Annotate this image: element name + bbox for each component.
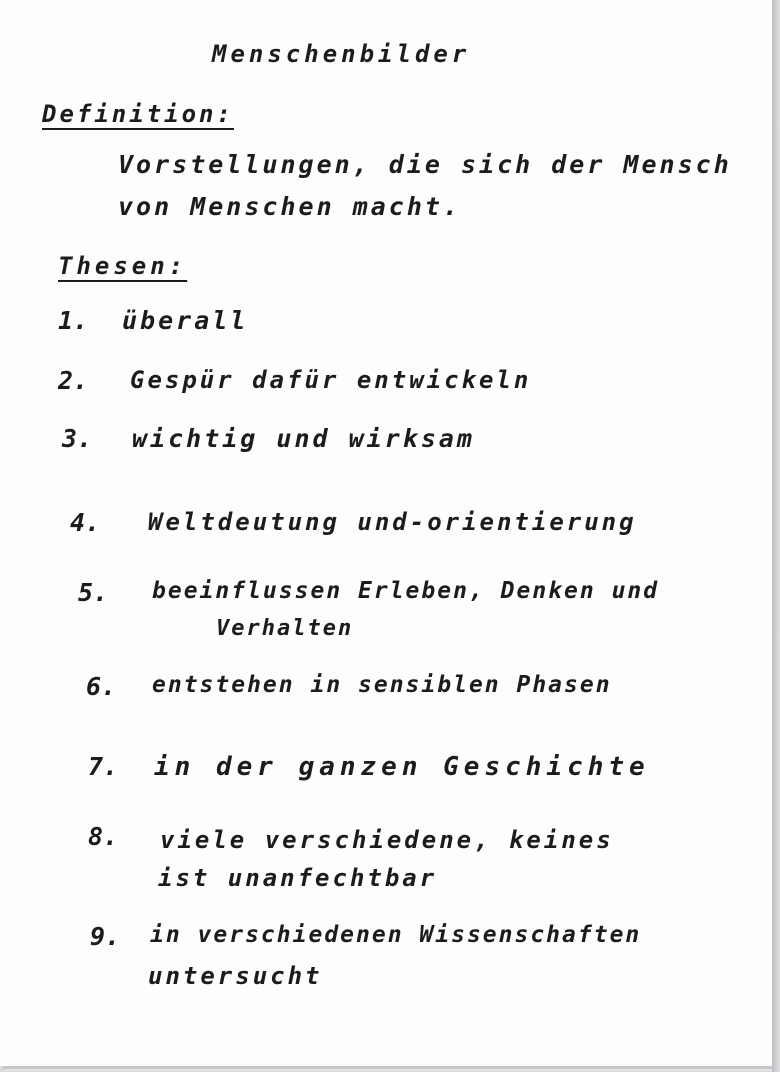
thesis-number: 7. (88, 752, 119, 781)
thesis-text: Gespür dafür entwickeln (130, 366, 532, 394)
definition-line: Vorstellungen, die sich der Mensch (118, 150, 732, 179)
thesis-text: beeinflussen Erleben, Denken und (152, 578, 660, 604)
thesis-number: 4. (70, 508, 101, 537)
definition-line: von Menschen macht. (118, 192, 461, 221)
thesis-text: Verhalten (216, 616, 354, 641)
definition-heading: Definition: (42, 100, 234, 128)
thesis-text: in verschiedenen Wissenschaften (150, 922, 642, 948)
thesis-number: 6. (86, 672, 117, 701)
thesis-number: 8. (88, 822, 119, 851)
thesis-text: in der ganzen Geschichte (154, 752, 650, 782)
thesis-text: Weltdeutung und-orientierung (148, 508, 637, 536)
thesis-text: überall (122, 306, 249, 335)
thesis-text: untersucht (148, 962, 323, 990)
thesis-number: 3. (62, 424, 93, 453)
theses-heading: Thesen: (58, 252, 188, 280)
page-title: Menschenbilder (212, 40, 471, 68)
thesis-text: ist unanfechtbar (158, 864, 438, 892)
thesis-number: 5. (78, 578, 109, 607)
paper-edge-shadow (772, 0, 780, 1072)
thesis-number: 1. (58, 306, 89, 335)
thesis-text: viele verschiedene, keines (160, 826, 614, 854)
thesis-text: entstehen in sensiblen Phasen (152, 672, 612, 698)
thesis-text: wichtig und wirksam (132, 424, 475, 453)
thesis-number: 2. (58, 366, 89, 395)
thesis-number: 9. (90, 922, 121, 951)
